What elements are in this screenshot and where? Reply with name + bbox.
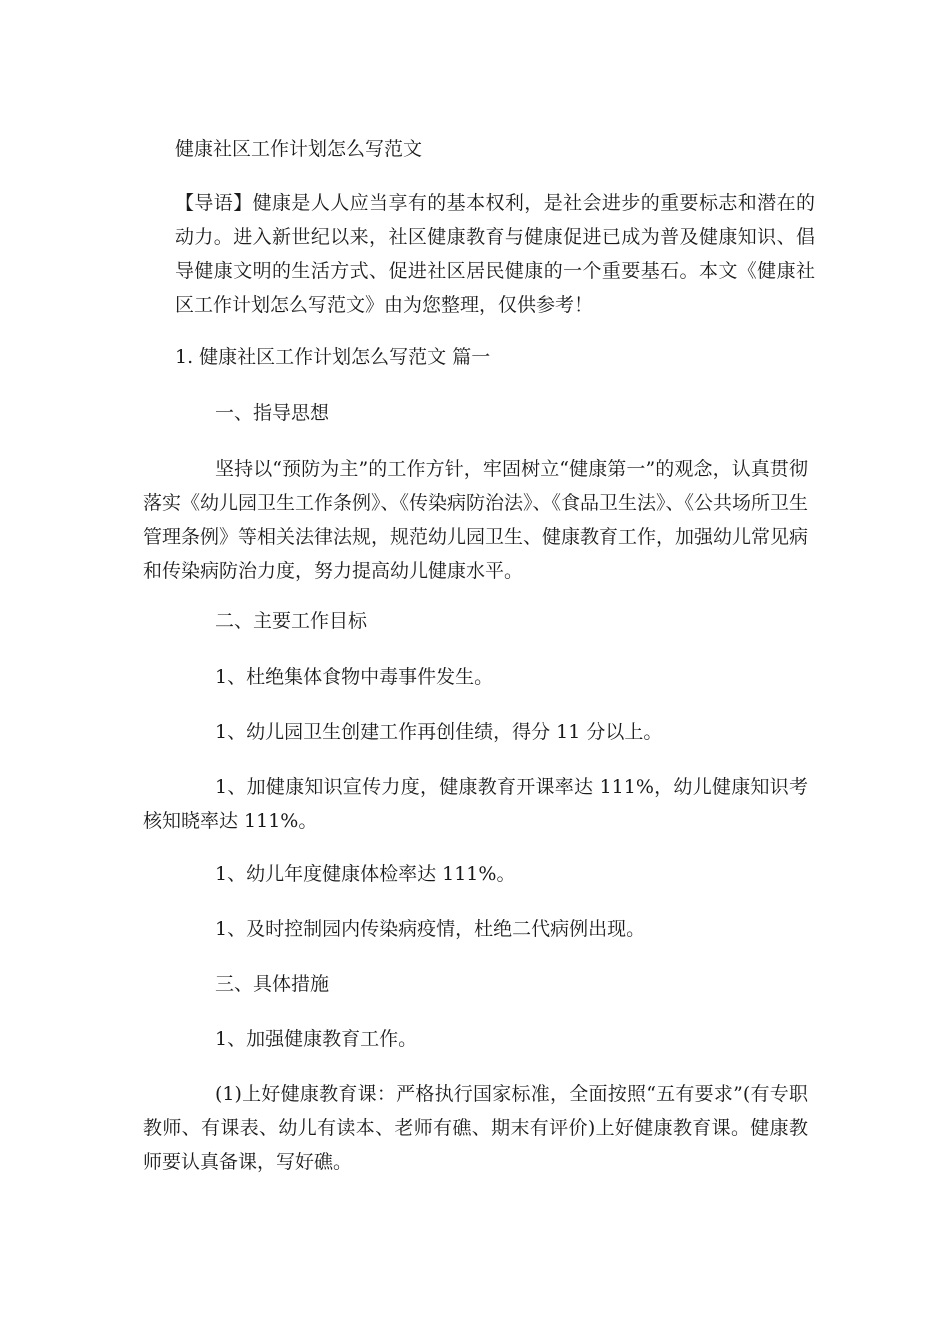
goal-item: 1、幼儿年度健康体检率达 111%。 (215, 863, 516, 885)
heading-main-goals: 二、主要工作目标 (215, 610, 368, 632)
measure-item: 1、加强健康教育工作。 (215, 1028, 418, 1050)
goal-item: 1、加健康知识宣传力度，健康教育开课率达 111%，幼儿健康知识考核知晓率达 111%。 (143, 776, 808, 832)
heading-guiding-ideology: 一、指导思想 (215, 402, 330, 424)
measure-detail: (1)上好健康教育课：严格执行国家标准，全面按照“五有要求”(有专职教师、有课表、幼儿有读本、老师有礁、期末有评价)上好健康教育课。健康教师要认真备课，写好礁。 (143, 1083, 808, 1173)
document-title: 健康社区工作计划怎么写范文 (175, 138, 423, 160)
paragraph-guiding-ideology: 坚持以“预防为主”的工作方针，牢固树立“健康第一”的观念，认真贯彻落实《幼儿园卫生工作条例》、《传染病防治法》、《食品卫生法》、《公共场所卫生管理条例》等相关法律法规，规范幼儿园卫生、健康教育工作，加强幼儿常见病和传染病防治力度，努力提高幼儿健康水平。 (143, 458, 809, 582)
goal-item: 1、杜绝集体食物中毒事件发生。 (215, 666, 494, 688)
goal-item: 1、幼儿园卫生创建工作再创佳绩，得分 11 分以上。 (215, 721, 663, 743)
intro-paragraph: 【导语】健康是人人应当享有的基本权利，是社会进步的重要标志和潜在的动力。进入新世纪以来，社区健康教育与健康促进已成为普及健康知识、倡导健康文明的生活方式、促进社区居民健康的一个重要基石。本文《健康社区工作计划怎么写范文》由为您整理，仅供参考！ (175, 192, 815, 316)
goal-item: 1、及时控制园内传染病疫情，杜绝二代病例出现。 (215, 918, 646, 940)
section-heading: 1. 健康社区工作计划怎么写范文 篇一 (175, 346, 491, 368)
heading-specific-measures: 三、具体措施 (215, 973, 330, 995)
